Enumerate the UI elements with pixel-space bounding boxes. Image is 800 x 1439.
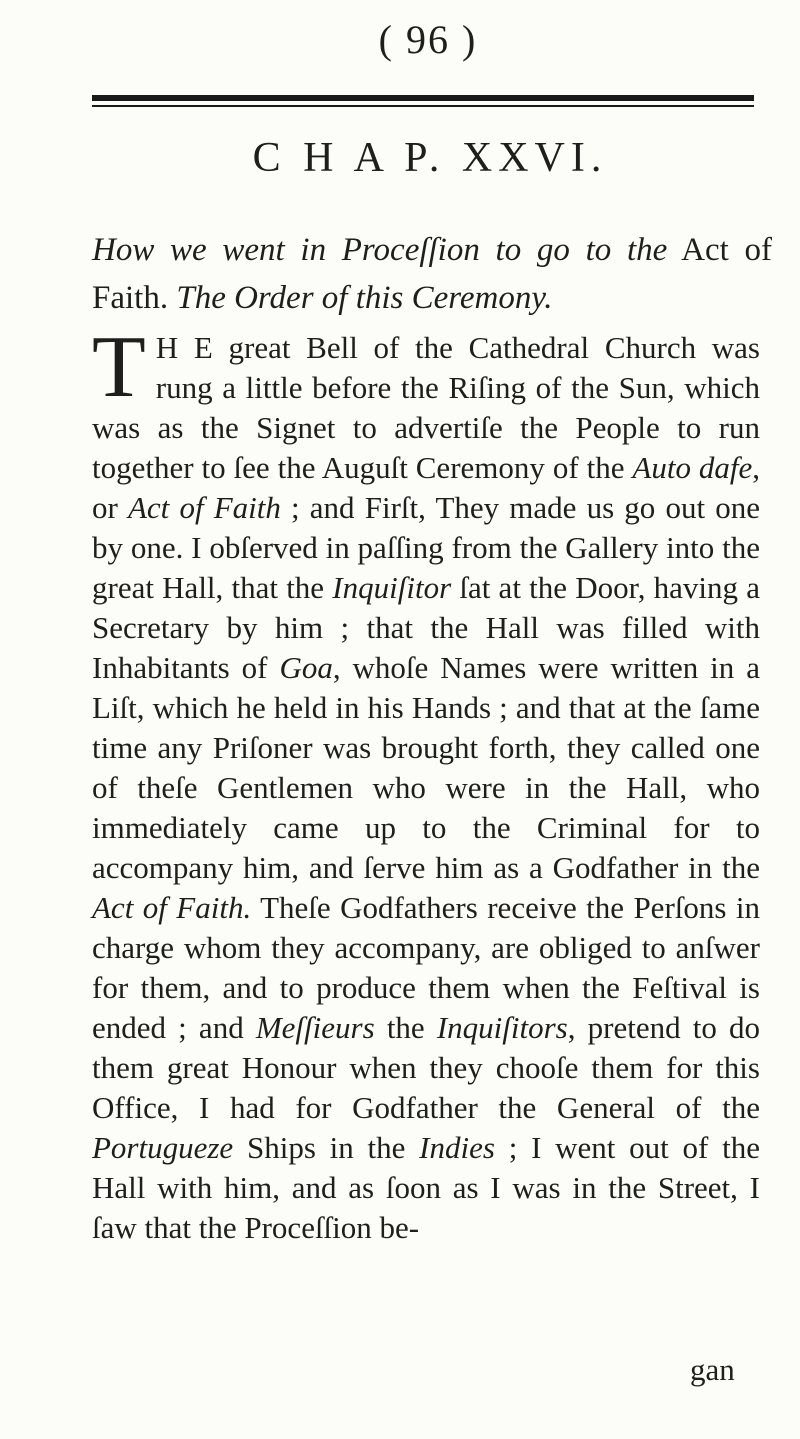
text-segment: ; I went out of the Hall with him, and as ſoon as I was in the Street, I ſaw that the Proceſſion be- xyxy=(92,1130,761,1245)
chapter-heading: C H A P. XXVI. xyxy=(252,135,608,181)
text-segment: Ships in the xyxy=(246,1130,406,1165)
text-segment: ; and Firſt, They made us go out one by one. I obſerved in paſſing from the Gallery into the great Hall, that the xyxy=(92,490,760,605)
text-segment: , or xyxy=(92,450,760,525)
italic-term: Portugueze xyxy=(92,1130,234,1165)
chapter-subtitle xyxy=(92,226,772,322)
header-rule-thick xyxy=(92,95,754,101)
subtitle-part-2: Act of Faith. xyxy=(92,232,772,316)
text-segment: H E great Bell of the Cathedral Church was rung a little before the Riſing of the Sun, which was as the Signet to advertiſe the People to run together to ſee the Auguſt Ceremony of the xyxy=(92,330,760,485)
italic-term: Act of Faith. xyxy=(92,890,252,925)
page-number: ( 96 ) xyxy=(378,17,478,62)
italic-term: Act of Faith xyxy=(127,490,281,525)
italic-term: Goa xyxy=(279,650,333,685)
subtitle-part-3: The Order of this Ceremony. xyxy=(176,280,553,316)
italic-term: Inquiſitor xyxy=(332,570,452,605)
text-segment: ſat at the Door, having a Secretary by him ; that the Hall was filled with Inhabitants of xyxy=(92,570,761,685)
text-segment: Theſe Godfathers receive the Perſons in charge whom they accompany, are obliged to anſwer for them, and to produce them when the Feſtival is ended ; and xyxy=(92,890,760,1045)
subtitle-part-1: How we went in Proceſſion to go to the xyxy=(92,232,668,268)
text-segment: , pretend to do them great Honour when they chooſe them for this Office, I had for Godfather the General of the xyxy=(92,1010,761,1125)
text-segment: the xyxy=(386,1010,425,1045)
drop-cap: T xyxy=(92,319,146,416)
italic-term: Auto dafe xyxy=(632,450,753,485)
header-rule-thin xyxy=(92,105,754,107)
italic-term: Inquiſitors xyxy=(436,1010,568,1045)
text-segment: , whoſe Names were written in a Liſt, which he held in his Hands ; and that at the ſame time any Priſoner was brought forth, they called one of theſe Gentlemen who were in the Hall, who immediately came up to the Criminal for to accompany him, and ſerve him as a Godfather in the xyxy=(92,650,760,885)
italic-term: Indies xyxy=(419,1130,495,1165)
italic-term: Meſſieurs xyxy=(255,1010,375,1045)
catchword: gan xyxy=(690,1352,735,1387)
body-paragraph xyxy=(92,319,761,1248)
